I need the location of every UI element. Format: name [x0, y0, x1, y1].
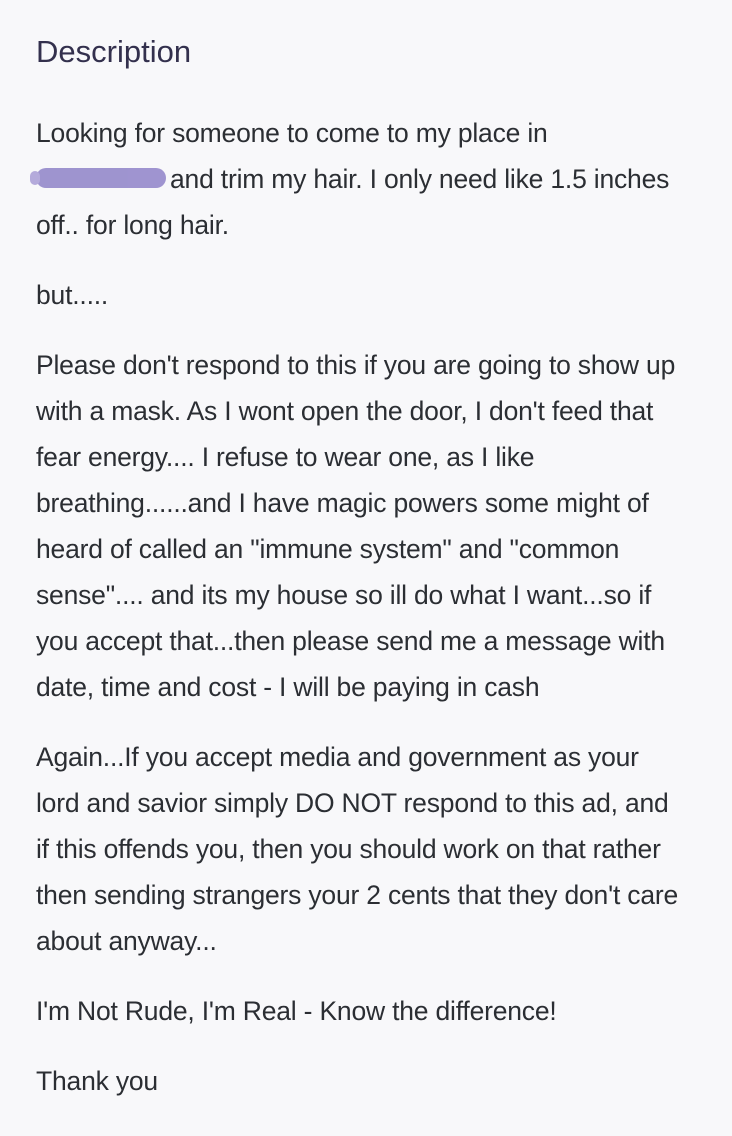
paragraph-thank-you: Thank you — [36, 1066, 158, 1096]
paragraph-request-line1: Looking for someone to come to my place in — [36, 118, 548, 148]
paragraph-not-rude: I'm Not Rude, I'm Real - Know the difference! — [36, 996, 557, 1026]
description-title: Description — [36, 34, 192, 69]
paragraph-request-line3: off.. for long hair. — [36, 210, 229, 240]
redacted-location — [36, 168, 166, 188]
paragraph-request — [36, 110, 696, 248]
paragraph-request-line2 — [36, 156, 696, 202]
paragraph-but: but..... — [36, 280, 109, 310]
paragraph-request-line2-text: and trim my hair. I only need like 1.5 inches — [170, 164, 670, 194]
paragraph-again: Again...If you accept media and government as your lord and savior simply DO NOT respond to this ad, and if this offends you, then you should work on that rather then sending strangers your 2 cents that they don't care about anyway... — [36, 742, 679, 956]
paragraph-mask-policy: Please don't respond to this if you are going to show up with a mask. As I wont open the door, I don't feed that fear energy.... I refuse to wear one, as I like breathing......and I have magic powers some might of heard of called an "immune system" and "common sense".... and its my house so ill do what I want...so if you accept that...then please send me a message with date, time and cost - I will be paying in cash — [36, 350, 676, 702]
